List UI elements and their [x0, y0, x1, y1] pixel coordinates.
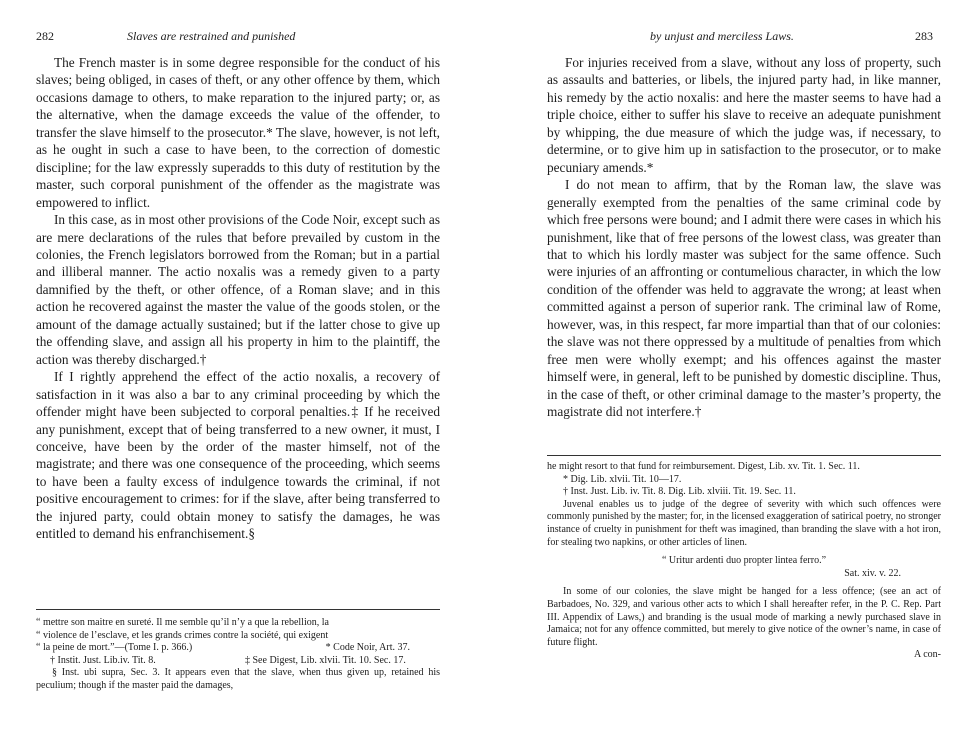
footnote-row [36, 655, 440, 668]
footnote-quote-line: “ la peine de mort.”—(Tome I. p. 366.) [36, 642, 193, 654]
footnote-inst-ubi: § Inst. ubi supra, Sec. 3. It appears even that the slave, when thus given up, retained his peculium; though if the master paid the damages, [36, 667, 440, 691]
paragraph: The French master is in some degree responsible for the conduct of his slaves; being obliged, in cases of theft, or any other offence by them, which occasions damage to others, to make reparation to the injured party; or, as the alternative, when the damage exceeds the value of the offender, to transfer the slave himself to the prosecutor.* The slave, however, is not left, as he ought in such a case to have been, to the correction of domestic discipline; for the law expressly superadds to this duty of restitution by the master, such corporal punishment of the offender as the magistrate was empowered to inflict. [36, 55, 440, 210]
left-footnotes [36, 617, 440, 693]
right-body-text [547, 54, 941, 421]
footnote-inst: † Inst. Just. Lib. iv. Tit. 8. Dig. Lib. xlviii. Tit. 19. Sec. 11. [563, 486, 796, 498]
right-footnotes [547, 461, 941, 662]
catchword: A con- [914, 649, 941, 661]
footnote-rule [36, 609, 440, 610]
paragraph: I do not mean to affirm, that by the Roman law, the slave was generally exempted from the penalties of the same criminal code by which free persons were bound; and I admit there were cases in which his punishment, like that of free persons of the lowest class, was greater than that to which his lordly master was subject for the same offence. Such were injuries of an affronting or contumelious character, in which the low condition of the offender was held to aggravate the wrong; at least when committed against a person of superior rank. The criminal law of Rome, however, was, in this respect, far more impartial than that of our colonies: the slave was not there oppressed by a multitude of penalties from which free men were wholly exempt; and his offences against the master himself were, in general, left to be punished by domestic discipline. Thus, in the case of theft, or other criminal damage to the master’s property, the magistrate did not interfere.† [547, 177, 941, 420]
footnote-colonies: In some of our colonies, the slave might be hanged for a less offence; (see an act of Barbadoes, No. 329, and various other acts to which I shall hereafter refer, in the P. C. Rep. Part III. Appendix of Laws,) and branding is the usual mode of marking a newly purchased slave in Jamaica; not for any offence committed, but merely to give notice of the owner’s name, in case of future flight. [547, 586, 941, 648]
paragraph: For injuries received from a slave, without any loss of property, such as assaults and batteries, or libels, the injured party had, in like manner, his remedy by the actio noxalis: and here the master seems to have had a triple choice, either to suffer his slave to receive an adequate punishment by whipping, the due measure of which the judge was, if necessary, to determine, or to give him up in satisfaction to the prosecutor, or to make pecuniary amends.* [547, 55, 941, 175]
left-body-text [36, 54, 440, 543]
paragraph: If I rightly apprehend the effect of the actio noxalis, a recovery of satisfaction in it was also a bar to any criminal proceeding by which the offender might have been subjected to corporal penalties.‡ If he received any punishment, except that of being transferred to a new owner, it must, I conceive, have been by the order of the master himself, not of the magistrate; and there was one consequence of the proceeding, which seems to have been a faulty excess of indulgence towards the criminal, if not positive encouragement to crimes: for if the slave, after being transferred to the injured party, could obtain money to satisfy the damages, he was entitled to demand his enfranchisement.§ [36, 369, 440, 542]
left-page-number: 282 [36, 29, 54, 43]
footnote-instit: † Instit. Just. Lib.iv. Tit. 8. [50, 654, 156, 666]
right-running-title: by unjust and merciless Laws. [650, 29, 794, 43]
footnote-quote-line: “ mettre son maitre en sureté. Il me semble qu’il n’y a que la rebellion, la [36, 617, 329, 628]
footnote-juvenal: Juvenal enables us to judge of the degree of severity with which such offences were commonly punished by the master; for, in the licensed exaggeration of satirical poetry, no stronger instance of cruelty in punishment for theft was imagined, than branding the slave with a hot iron, for stealing two napkins, or other articles of linen. [547, 498, 941, 548]
paragraph: In this case, as in most other provisions of the Code Noir, except such as are mere declarations of the rules that before prevailed by custom in the colonies, the French legislators borrowed from the Roman; but in a partial and illiberal manner. The actio noxalis was a remedy given to a party damnified by the theft, or other offence, of a Roman slave; and in this action he recovered against the master the value of the goods stolen, or the amount of the damage actually sustained; but if the latter chose to give up the offending slave, and assign all his property in him to the plaintiff, the action was thereby discharged.† [36, 212, 440, 367]
footnote-quote-line: “ violence de l’esclave, et les grands crimes contre la société, qui exigent [36, 629, 329, 641]
footnote-rule [547, 455, 941, 456]
right-running-head [490, 29, 980, 47]
footnote-digest: ‡ See Digest, Lib. xlvii. Tit. 10. Sec. 17. [245, 654, 406, 666]
footnote-verse: “ Uritur ardenti duo propter lintea ferro.” [661, 555, 827, 567]
left-running-title: Slaves are restrained and punished [127, 29, 296, 43]
footnote-continuation: he might resort to that fund for reimbursement. Digest, Lib. xv. Tit. 1. Sec. 11. [547, 461, 860, 472]
left-running-head [0, 29, 490, 47]
footnote-code-noir: * Code Noir, Art. 37. [325, 642, 410, 654]
footnote-dig: * Dig. Lib. xlvii. Tit. 10—17. [563, 473, 682, 485]
footnote-verse-ref: Sat. xiv. v. 22. [844, 567, 901, 579]
right-page-number: 283 [915, 29, 933, 43]
footnote-row [36, 642, 440, 655]
right-page [490, 0, 980, 731]
